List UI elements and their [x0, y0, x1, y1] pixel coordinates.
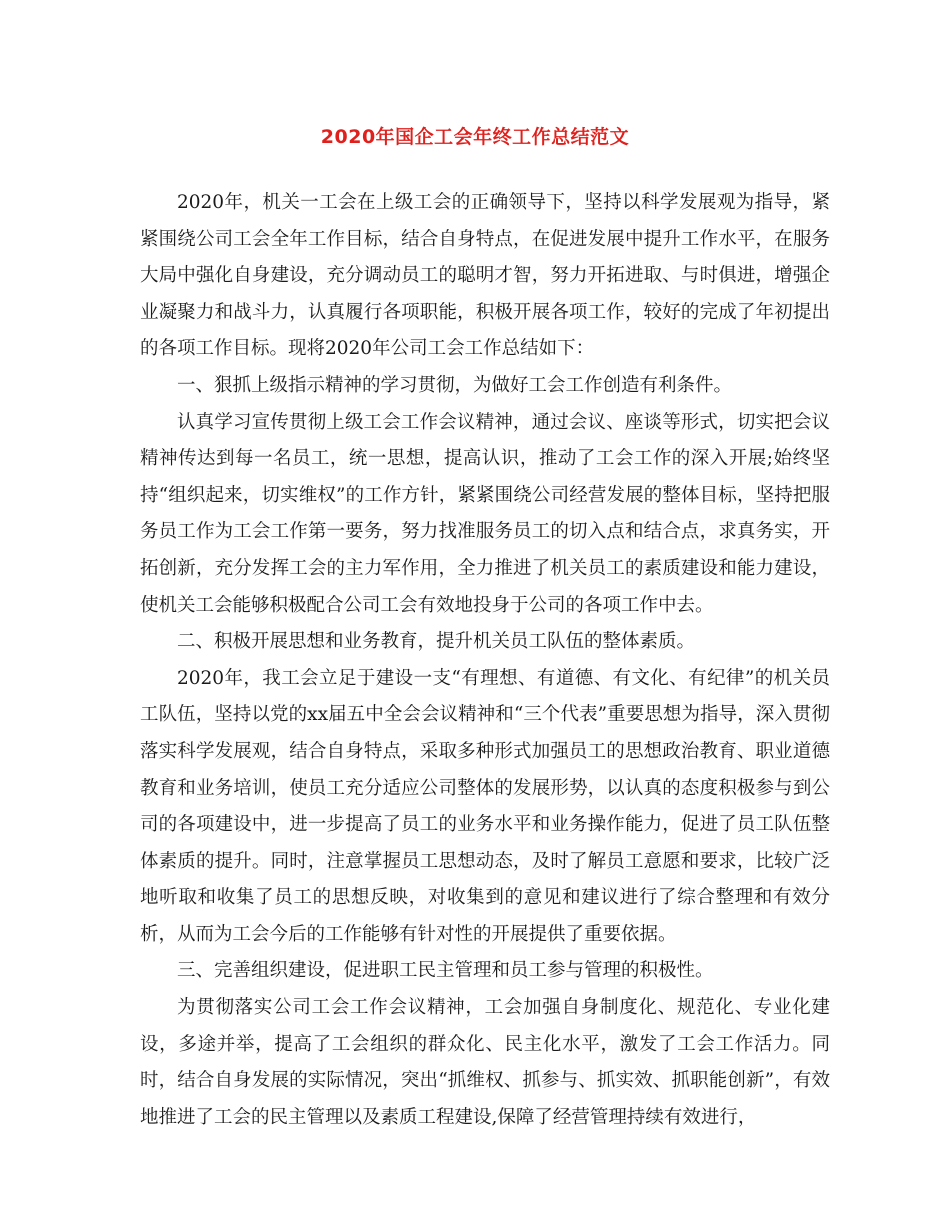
document-title: 2020年国企工会年终工作总结范文: [320, 126, 630, 148]
section-heading-1: 一、狠抓上级指示精神的学习贯彻，为做好工会工作创造有利条件。: [177, 374, 733, 396]
paragraph-section-2: 2020年，我工会立足于建设一支“有理想、有道德、有文化、有纪律”的机关员工队伍，坚持以党的xx届五中全会会议精神和“三个代表”重要思想为指导，深入贯彻落实科学发展观，结合自身特点，采取多种形式加强员工的思想政治教育、职业道德教育和业务培训，使员工充分适应公司整体的发展形势，以认真的态度积极参与到公司的各项建设中，进一步提高了员工的业务水平和业务操作能力，促进了员工队伍整体素质的提升。同时，注意掌握员工思想动态，及时了解员工意愿和要求，比较广泛地听取和收集了员工的思想反映，对收集到的意见和建议进行了综合整理和有效分析，从而为工会今后的工作能够有针对性的开展提供了重要依据。: [140, 667, 830, 945]
paragraph-section-3: 为贯彻落实公司工会工作会议精神，工会加强自身制度化、规范化、专业化建设，多途并举，提高了工会组织的群众化、民主化水平，激发了工会工作活力。同时，结合自身发展的实际情况，突出“抓维权、抓参与、抓实效、抓职能创新”，有效地推进了工会的民主管理以及素质工程建设,保障了经营管理持续有效进行，: [140, 997, 830, 1128]
section-heading-3: 三、完善组织建设，促进职工民主管理和员工参与管理的积极性。: [177, 960, 714, 982]
section-heading-2: 二、积极开展思想和业务教育，提升机关员工队伍的整体素质。: [177, 631, 696, 653]
paragraph-intro: 2020年，机关一工会在上级工会的正确领导下，坚持以科学发展观为指导，紧紧围绕公司工会全年工作目标，结合自身特点，在促进发展中提升工作水平，在服务大局中强化自身建设，充分调动员工的聪明才智，努力开拓进取、与时俱进，增强企业凝聚力和战斗力，认真履行各项职能，积极开展各项工作，较好的完成了年初提出的各项工作目标。现将2020年公司工会工作总结如下：: [140, 192, 830, 360]
document-body: [140, 185, 830, 1136]
paragraph-section-1: 认真学习宣传贯彻上级工会工作会议精神，通过会议、座谈等形式，切实把会议精神传达到每一名员工，统一思想，提高认识，推动了工会工作的深入开展;始终坚持“组织起来，切实维权”的工作方针，紧紧围绕公司经营发展的整体目标，坚持把服务员工作为工会工作第一要务，努力找准服务员工的切入点和结合点，求真务实，开拓创新，充分发挥工会的主力军作用，全力推进了机关员工的素质建设和能力建设，使机关工会能够积极配合公司工会有效地投身于公司的各项工作中去。: [140, 411, 830, 616]
